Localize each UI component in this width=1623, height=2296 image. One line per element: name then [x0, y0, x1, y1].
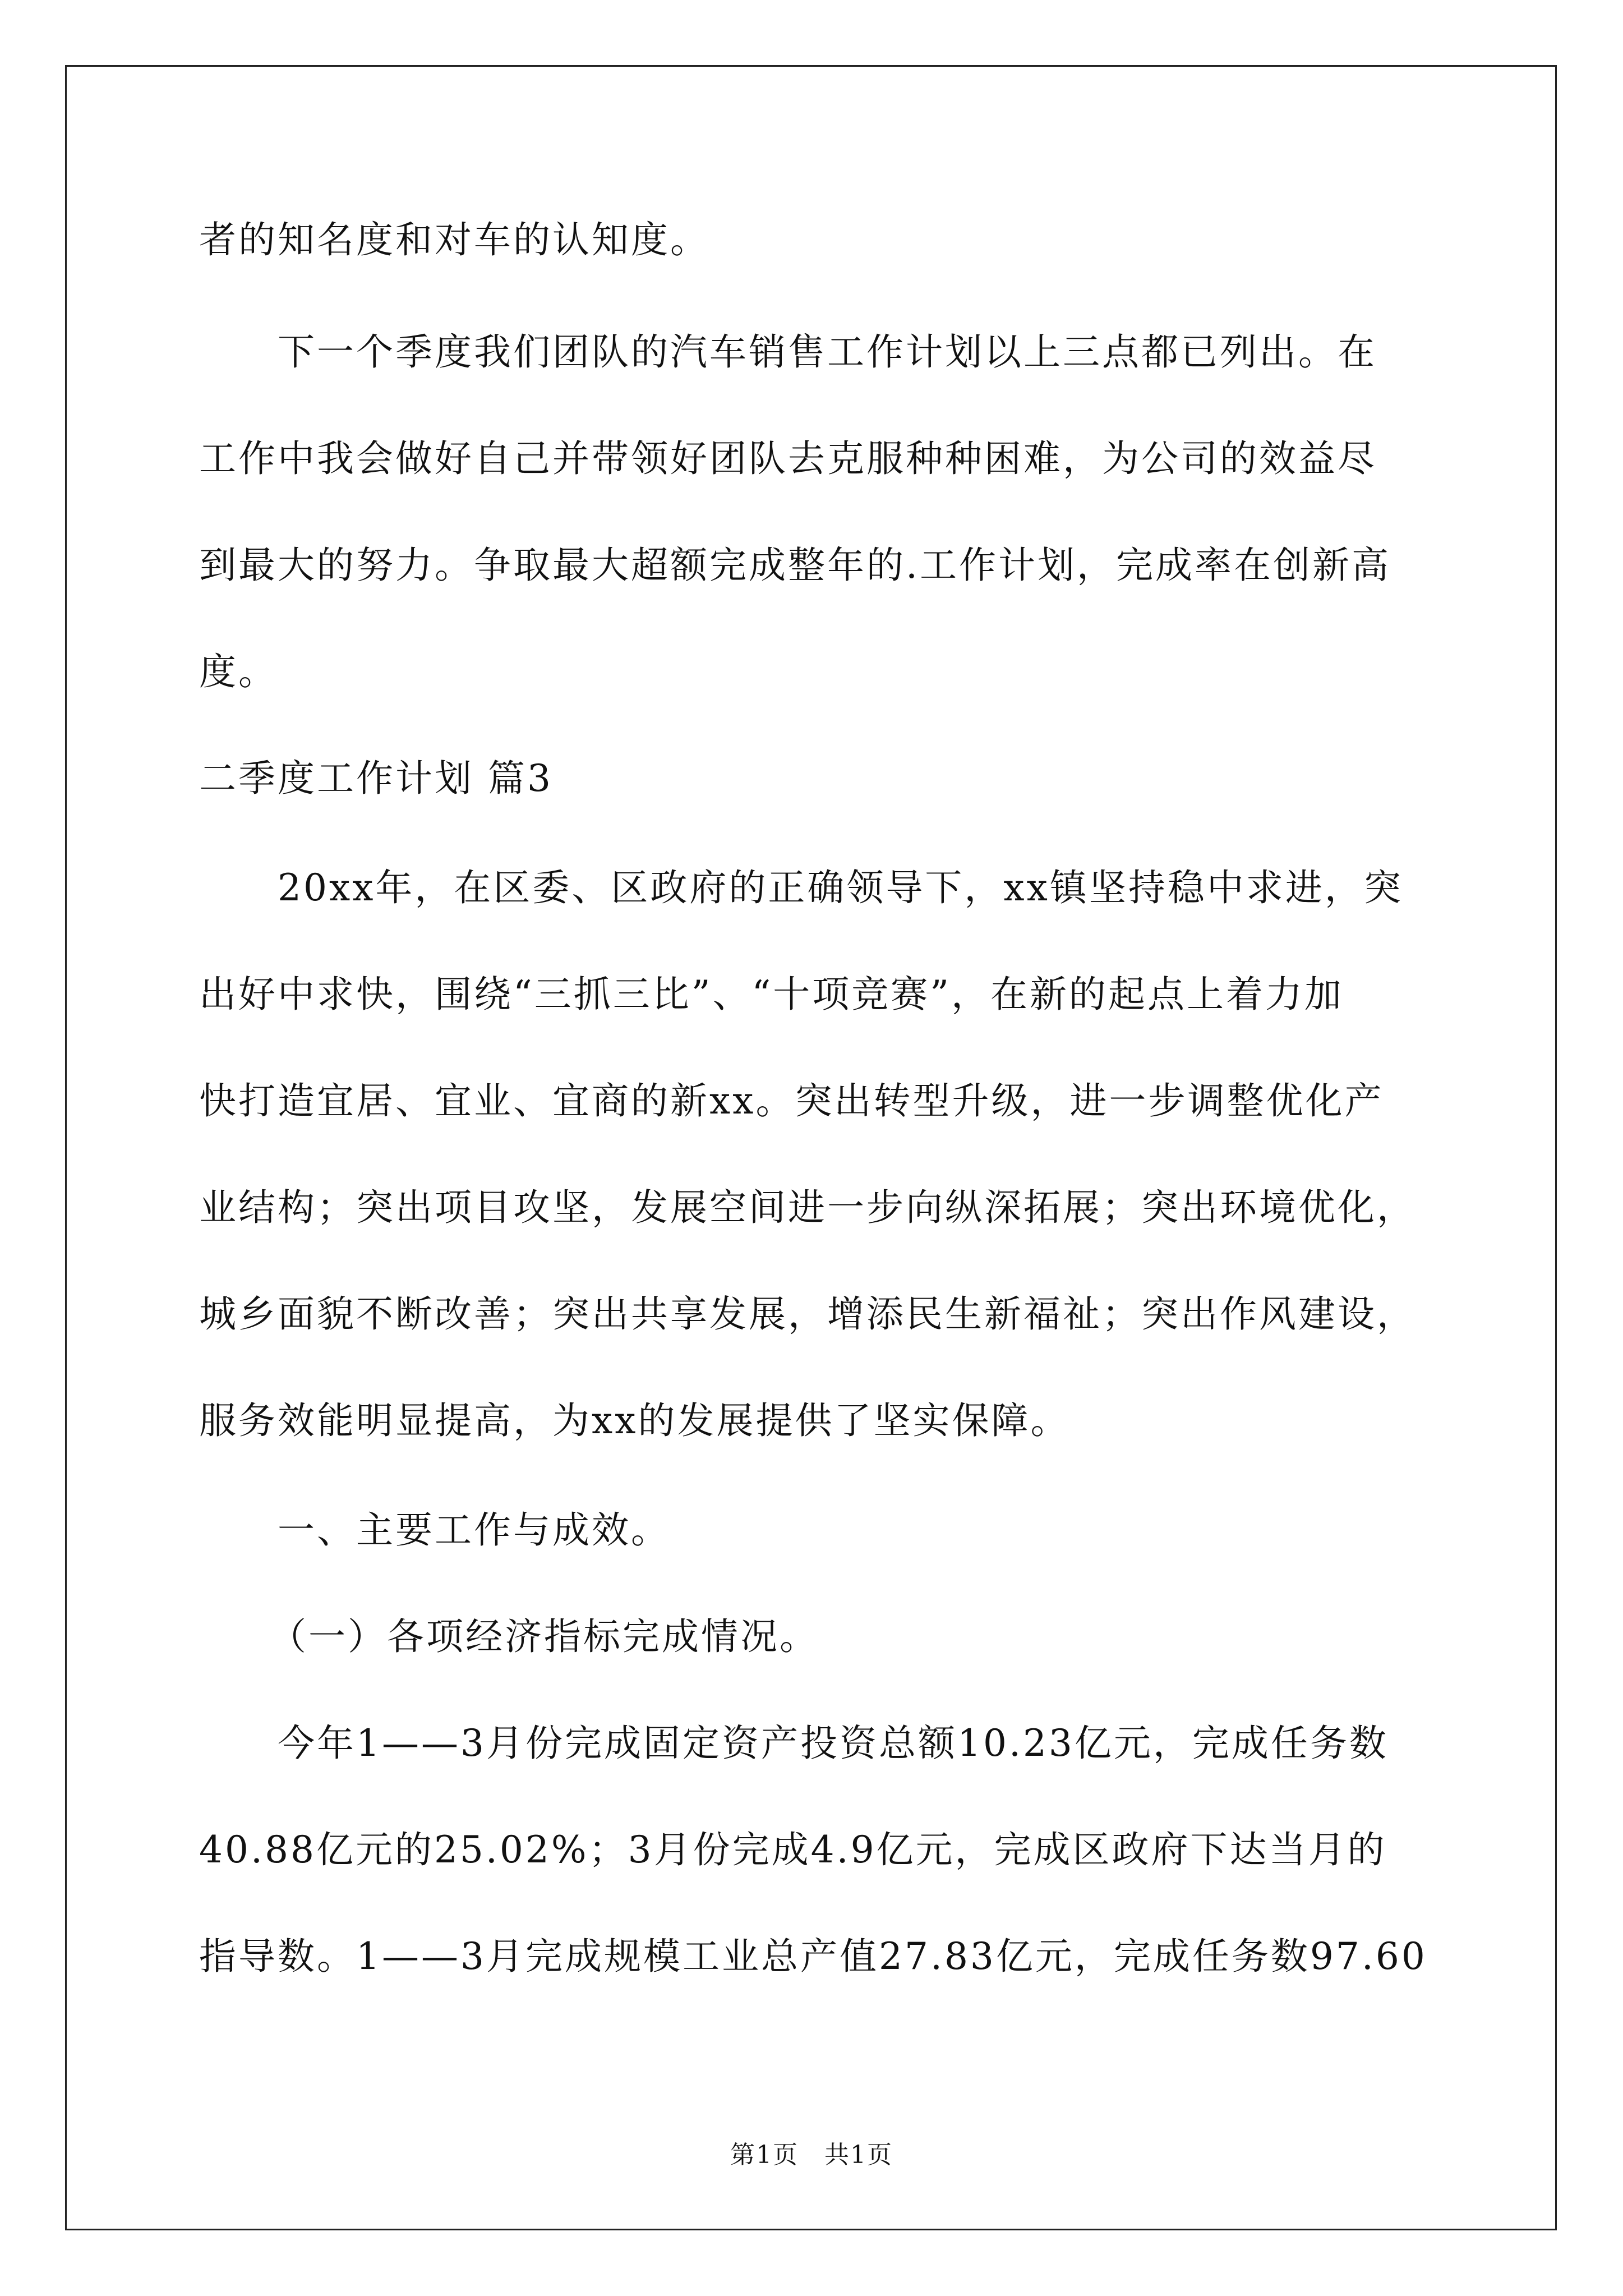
paragraph-line: 20xx年，在区委、区政府的正确领导下，xx镇坚持稳中求进，突: [278, 866, 1403, 909]
paragraph-line: 者的知名度和对车的认知度。: [199, 218, 709, 261]
subsection-heading: （一）各项经济指标完成情况。: [269, 1615, 819, 1658]
subsection-heading: 一、主要工作与成效。: [278, 1508, 670, 1552]
paragraph-line: 下一个季度我们团队的汽车销售工作计划以上三点都已列出。在: [278, 330, 1377, 374]
paragraph-line: 40.88亿元的25.02%；3月份完成4.9亿元，完成区政府下达当月的: [199, 1828, 1387, 1871]
paragraph-line: 快打造宜居、宜业、宜商的新xx。突出转型升级，进一步调整优化产: [199, 1079, 1384, 1122]
paragraph-line: 城乡面貌不断改善；突出共享发展，增添民生新福祉；突出作风建设，: [199, 1292, 1416, 1336]
page-number-footer: 第1页 共1页: [730, 2141, 893, 2169]
paragraph-line: 业结构；突出项目攻坚，发展空间进一步向纵深拓展；突出环境优化，: [199, 1186, 1416, 1229]
section-heading: 二季度工作计划 篇3: [199, 757, 553, 800]
page-border: [65, 65, 1557, 2230]
paragraph-line: 指导数。1——3月完成规模工业总产值27.83亿元，完成任务数97.60: [199, 1935, 1427, 1978]
paragraph-line: 到最大的努力。争取最大超额完成整年的.工作计划，完成率在创新高: [199, 544, 1391, 587]
paragraph-line: 出好中求快，围绕“三抓三比”、“十项竞赛”，在新的起点上着力加: [199, 973, 1344, 1016]
paragraph-line: 度。: [199, 650, 278, 693]
paragraph-line: 工作中我会做好自己并带领好团队去克服种种困难，为公司的效益尽: [199, 437, 1377, 480]
paragraph-line: 今年1——3月份完成固定资产投资总额10.23亿元，完成任务数: [278, 1722, 1389, 1765]
paragraph-line: 服务效能明显提高，为xx的发展提供了坚实保障。: [199, 1399, 1070, 1442]
